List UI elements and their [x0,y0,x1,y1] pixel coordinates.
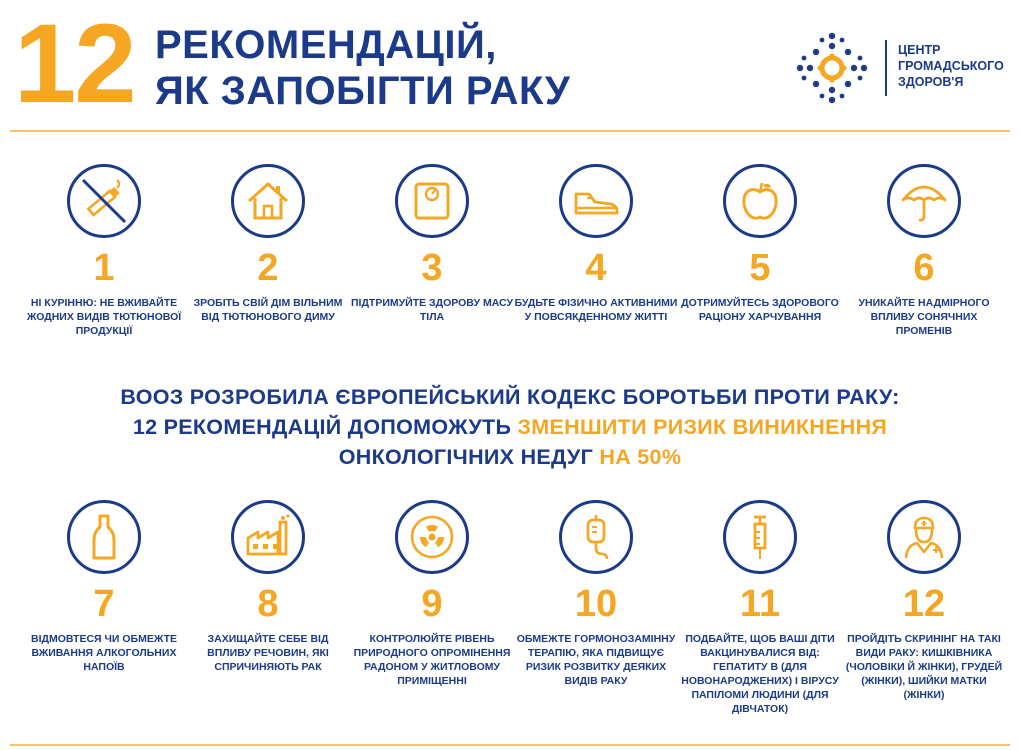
apple-icon [735,176,785,226]
icon-circle [559,164,633,238]
recommendation-text: ЗРОБІТЬ СВІЙ ДІМ ВІЛЬНИМ ВІД ТЮТЮНОВОГО ДИМУ [193,297,343,323]
icon-circle [395,500,469,574]
scale-icon [407,176,457,226]
statement-line-2-a: 12 РЕКОМЕНДАЦІЙ ДОПОМОЖУТЬ [132,415,518,439]
statement-line-1: ВООЗ РОЗРОБИЛА ЄВРОПЕЙСЬКИЙ КОДЕКС БОРОТЬБИ ПРОТИ РАКУ: [120,385,900,409]
statement-line-2 [0,412,1020,442]
who-statement [0,382,1020,472]
icon-circle [231,164,305,238]
logo-line-1: ЦЕНТР [898,43,941,57]
recommendation-number: 12 [902,583,946,625]
icon-circle [395,164,469,238]
recommendation-number: 6 [913,247,935,289]
icon-circle [559,500,633,574]
bottle-icon [79,512,129,562]
recommendation-number: 5 [749,247,771,289]
recommendation-text: ДОТРИМУЙТЕСЬ ЗДОРОВОГО РАЦІОНУ ХАРЧУВАННЯ [681,297,839,323]
recommendation-text: УНИКАЙТЕ НАДМІРНОГО ВПЛИВУ СОНЯЧНИХ ПРОМЕНІВ [858,297,990,337]
icon-circle [67,500,141,574]
title-line-2: ЯК ЗАПОБІГТИ РАКУ [155,69,571,113]
icon-circle [67,164,141,238]
recommendation-text: ПІДТРИМУЙТЕ ЗДОРОВУ МАСУ ТІЛА [350,297,513,323]
header [0,0,1020,130]
recommendation-number: 7 [93,583,115,625]
recommendation-text: ПРОЙДІТЬ СКРИНІНГ НА ТАКІ ВИДИ РАКУ: КИШКІВНИКА (ЧОЛОВІКИ Й ЖІНКИ), ГРУДЕЙ (ЖІНКИ), ШИЙКИ МАТКИ (ЖІНКИ) [845,633,1003,701]
house-icon [243,176,293,226]
recommendation-text: ЗАХИЩАЙТЕ СЕБЕ ВІД ВПЛИВУ РЕЧОВИН, ЯКІ СПРИЧИНЯЮТЬ РАК [207,633,329,673]
statement-line-3-a: ОНКОЛОГІЧНИХ НЕДУГ [338,445,600,469]
top-divider [10,130,1010,132]
icon-circle [723,164,797,238]
title-line-1: РЕКОМЕНДАЦІЙ, [155,23,497,67]
recommendation-text: ПОДБАЙТЕ, ЩОБ ВАШІ ДІТИ ВАКЦИНУВАЛИСЯ ВІД: ГЕПАТИТУ B (ДЛЯ НОВОНАРОДЖЕНИХ) І ВІРУСУ ПАПІЛОМИ ЛЮДИНИ (ДЛЯ ДІВЧАТОК) [681,633,839,715]
icon-circle [231,500,305,574]
umbrella-icon [899,176,949,226]
recommendation-number: 11 [739,583,781,625]
recommendation-text: ОБМЕЖТЕ ГОРМОНОЗАМІННУ ТЕРАПІЮ, ЯКА ПІДВИЩУЄ РИЗИК РОЗВИТКУ ДЕЯКИХ ВИДІВ РАКУ [516,633,676,687]
recommendation-text: ВІДМОВТЕСЯ ЧИ ОБМЕЖТЕ ВЖИВАННЯ АЛКОГОЛЬНИХ НАПОЇВ [30,633,177,673]
bottom-divider [10,744,1010,746]
icon-circle [887,164,961,238]
logo-text [898,42,1004,90]
icon-circle [887,500,961,574]
recommendation-text: БУДЬТЕ ФІЗИЧНО АКТИВНИМИ У ПОВСЯКДЕННОМУ ЖИТТІ [514,297,678,323]
syringe-icon [735,512,785,562]
logo-line-2: ГРОМАДСЬКОГО [898,59,1004,73]
sneaker-icon [571,176,621,226]
no-smoking-icon [79,176,129,226]
iv-drip-icon [571,512,621,562]
public-health-center-logo-icon [794,30,870,106]
statement-line-3-b: НА 50% [599,445,682,469]
statement-line-3 [0,442,1020,472]
logo-divider [885,40,887,96]
recommendation-text: КОНТРОЛЮЙТЕ РІВЕНЬ ПРИРОДНОГО ОПРОМІНЕННЯ РАДОНОМ У ЖИТЛОВОМУ ПРИМІЩЕННІ [353,633,511,687]
recommendation-number: 10 [574,583,618,625]
doctor-icon [899,512,949,562]
statement-line-2-b: ЗМЕНШИТИ РИЗИК ВИНИКНЕННЯ [517,415,888,439]
recommendation-number: 3 [421,247,443,289]
recommendation-number: 2 [257,247,279,289]
logo-line-3: ЗДОРОВ'Я [898,75,964,89]
factory-icon [243,512,293,562]
recommendation-number: 9 [421,583,443,625]
big-number: 12 [14,1,135,126]
page-title [155,22,570,114]
recommendation-number: 8 [257,583,279,625]
icon-circle [723,500,797,574]
radiation-icon [407,512,457,562]
recommendation-number: 4 [585,247,607,289]
recommendation-text: НІ КУРІННЮ: НЕ ВЖИВАЙТЕ ЖОДНИХ ВИДІВ ТЮТЮНОВОЇ ПРОДУКЦІЇ [26,297,182,337]
recommendation-number: 1 [93,247,115,289]
